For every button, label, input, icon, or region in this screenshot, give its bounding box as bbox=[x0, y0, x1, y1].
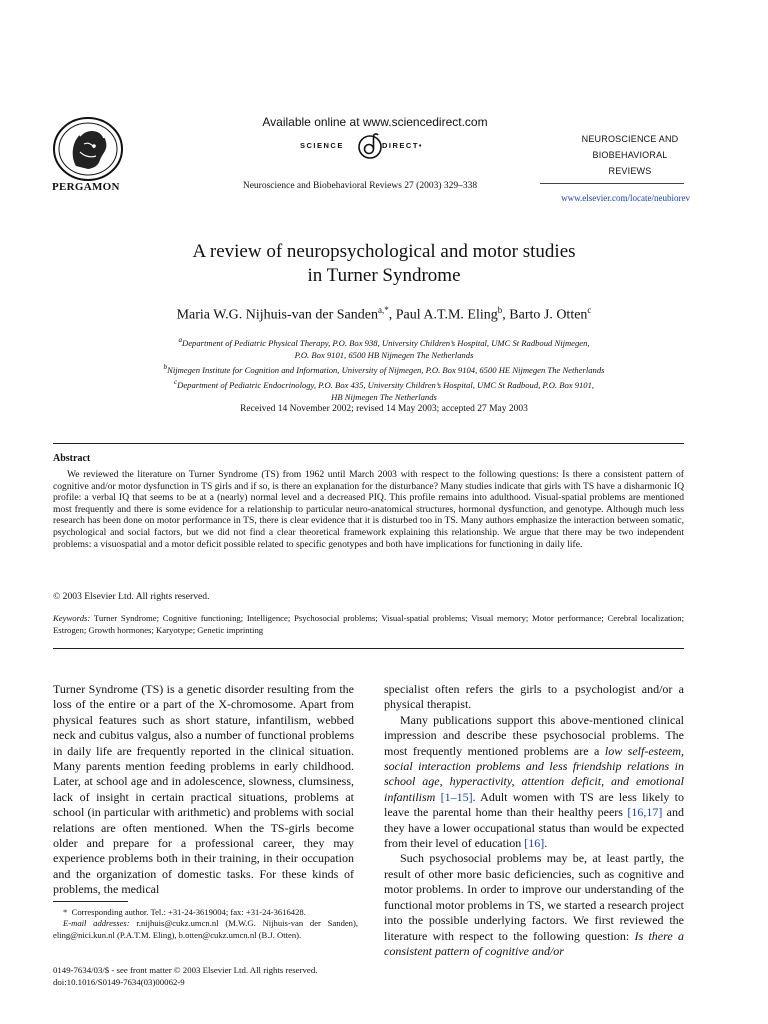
keywords-label: Keywords: bbox=[53, 613, 91, 623]
abstract-copyright: © 2003 Elsevier Ltd. All rights reserved. bbox=[53, 591, 210, 602]
footnote-rule bbox=[53, 901, 128, 902]
available-online-text[interactable]: Available online at www.sciencedirect.com bbox=[262, 115, 488, 129]
footnote-mark: * bbox=[63, 907, 68, 917]
body-text: Such psychosocial problems may be, at least partly, the result of other more basic deficiencies, such as cognitive and motor problems. In order to improve our understanding of the functional motor problems in TS, we started a research project into the possible underlying factors. We first reviewed the literature with respect to the following question: bbox=[384, 851, 684, 943]
front-matter bbox=[53, 964, 373, 988]
abstract-top-rule bbox=[53, 443, 684, 444]
issn-line: 0149-7634/03/$ - see front matter © 2003 Elsevier Ltd. All rights reserved. bbox=[53, 965, 318, 975]
body-text: . Adult women with TS are less likely to leave the parental home than their healthy peers bbox=[384, 789, 684, 820]
affiliation-line: Department of Pediatric Physical Therapy, P.O. Box 938, University Children’s Hospital, UMC St Radboud Nijmegen, bbox=[182, 337, 590, 348]
keywords-list: Turner Syndrome; Cognitive functioning; Intelligence; Psychosocial problems; Visual-spatial problems; Visual memory; Motor performance; Cerebral localization; Estrogen; Growth hormones; Karyotype; Genetic imprinting bbox=[53, 613, 684, 635]
body-emphasis: low self-esteem, social interaction problems and less friendship relations in school age, hyperactivity, attention deficit, and emotional infantilism bbox=[384, 743, 684, 804]
email-label: E-mail addresses: bbox=[63, 918, 130, 929]
article-title bbox=[100, 240, 668, 288]
body-column-right bbox=[384, 682, 684, 959]
sd-right-text: DIRECT• bbox=[382, 141, 424, 150]
title-line: in Turner Syndrome bbox=[307, 265, 461, 286]
citation-link[interactable]: [1–15] bbox=[440, 789, 473, 804]
author-list bbox=[84, 305, 684, 324]
body-paragraph bbox=[384, 713, 684, 852]
email-addresses bbox=[53, 918, 358, 941]
abstract-text: We reviewed the literature on Turner Syndrome (TS) from 1962 until March 2003 with respect to the following questions: Is there a consistent pattern of cognitive and/or motor dysfunction in TS girls and if so, is there an explanation for the disturbance? Many studies indicate that girls with TS have a disharmonic IQ profile: a verbal IQ that seems to be at a (nearly) normal level and a decreased PIQ. This profile remains into adulthood. Visual-spatial problems are mentioned most frequently and there is some evidence for a relationship to particular neuro-anatomical structures, hormonal dysfunction, and genotype. Although much less research has been done on motor performance in TS, there is clear evidence that it is disturbed too in TS. Many authors emphasize the interaction between somatic, psychological and social factors, but we did not find a clear theoretical framework explaining this relationship. We argue that there may be two independent problems: a visuospatial and a motor deficit possible related to specific genotypes and both have implications for functioning in daily life. bbox=[53, 469, 684, 550]
footnote bbox=[53, 907, 358, 941]
title-line: A review of neuropsychological and motor studies bbox=[192, 241, 576, 262]
corresponding-author-text: Corresponding author. Tel.: +31-24-3619004; fax: +31-24-3616428. bbox=[71, 907, 306, 917]
journal-name-line: BIOBEHAVIORAL bbox=[592, 150, 668, 160]
author-name: Maria W.G. Nijhuis-van der Sanden bbox=[176, 307, 378, 323]
author-affiliation-mark: a,* bbox=[377, 305, 389, 315]
citation-link[interactable]: [16,17] bbox=[627, 805, 663, 820]
body-text: and they have a lower occupational status than would be expected from their level of education bbox=[384, 805, 684, 851]
journal-name bbox=[540, 131, 720, 179]
body-column-left bbox=[53, 682, 354, 898]
journal-divider bbox=[540, 183, 684, 184]
publisher-name: PERGAMON bbox=[52, 181, 120, 193]
body-paragraph: specialist often refers the girls to a psychologist and/or a physical therapist. bbox=[384, 682, 684, 712]
body-emphasis: Is there a consistent pattern of cognitive and/or bbox=[384, 928, 684, 958]
affiliation bbox=[84, 361, 684, 376]
journal-citation: Neuroscience and Biobehavioral Reviews 27 (2003) 329–338 bbox=[242, 181, 478, 191]
body-text: . bbox=[544, 836, 548, 851]
body-paragraph: Turner Syndrome (TS) is a genetic disorder resulting from the loss of the entire or a part of the X-chromosome. Apart from physical features such as short stature, infantilism, webbed neck and cubitus valgus, also a number of functional problems in daily life are frequently reported in the clinical situation. Many parents mention feeding problems in early childhood. Later, at school age and in adolescence, slowness, clumsiness, lack of insight in certain practical situations, problems at school (in particular with arithmetic) and problems with social relations are often mentioned. When the TS-girls become older and prepare for a professional career, they may experience problems both in their training, in their occupation and the organization of domestic tasks. For these kinds of problems, the medical bbox=[53, 682, 354, 897]
corresponding-author-note bbox=[53, 907, 358, 918]
affiliation-mark: b bbox=[163, 363, 168, 372]
author-affiliation-mark: c bbox=[587, 305, 592, 315]
abstract-heading: Abstract bbox=[53, 453, 91, 464]
citation-link[interactable]: [16] bbox=[524, 836, 545, 851]
sd-left-text: SCIENCE bbox=[300, 141, 344, 150]
affiliation-line: P.O. Box 9101, 6500 HB Nijmegen The Netherlands bbox=[294, 350, 474, 361]
affiliation bbox=[84, 376, 684, 391]
author-name: Paul A.T.M. Eling bbox=[395, 307, 498, 323]
email-list[interactable]: r.nijhuis@cukz.umcn.nl (M.W.G. Nijhuis-van der Sanden), eling@nici.kun.nl (P.A.T.M. Eling), b.otten@cukz.umcn.nl (B.J. Otten). bbox=[53, 918, 358, 940]
abstract-bottom-rule bbox=[53, 648, 684, 649]
author-separator: , bbox=[502, 307, 510, 323]
body-paragraph bbox=[384, 851, 684, 959]
affiliation-line: HB Nijmegen The Netherlands bbox=[331, 392, 437, 403]
sciencedirect-logo[interactable] bbox=[300, 132, 450, 160]
affiliation bbox=[84, 334, 684, 349]
keywords bbox=[53, 613, 684, 636]
doi-line[interactable]: doi:10.1016/S0149-7634(03)00062-9 bbox=[53, 977, 185, 987]
journal-name-line: REVIEWS bbox=[608, 166, 652, 176]
affiliation-line: Department of Pediatric Endocrinology, P.O. Box 435, University Children’s Hospital, UMC St Radboud, P.O. Box 9101, bbox=[177, 380, 595, 391]
publisher-logo-icon bbox=[50, 116, 126, 182]
sciencedirect-at-icon bbox=[357, 132, 383, 160]
affiliation-mark: c bbox=[173, 378, 178, 387]
author-separator: , bbox=[388, 307, 396, 323]
journal-name-line: NEUROSCIENCE AND bbox=[581, 134, 679, 144]
author-affiliation-mark: b bbox=[497, 305, 503, 315]
affiliation-mark: a bbox=[178, 336, 183, 344]
received-dates: Received 14 November 2002; revised 14 May 2003; accepted 27 May 2003 bbox=[240, 404, 528, 414]
affiliation-line: Nijmegen Institute for Cognition and Information, University of Nijmegen, P.O. Box 9104, 6500 HE Nijmegen The Netherlands bbox=[167, 365, 605, 376]
author-name: Barto J. Otten bbox=[509, 307, 588, 323]
journal-url-link[interactable]: www.elsevier.com/locate/neubiorev bbox=[561, 193, 690, 203]
affiliations bbox=[84, 334, 684, 404]
body-text: Many publications support this above-mentioned clinical impression and describe these psychosocial problems. The most frequently mentioned problems are a bbox=[384, 712, 684, 758]
